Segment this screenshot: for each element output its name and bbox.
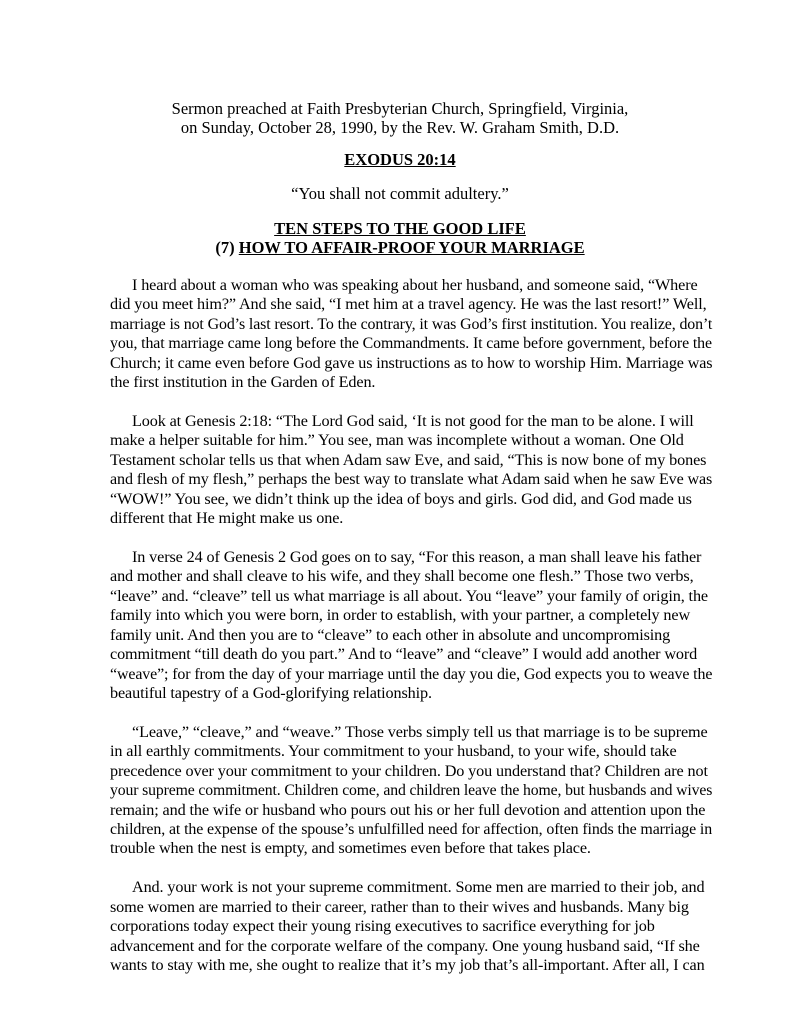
paragraph-line: “leave” and. “cleave” tell us what marriage is all about. You “leave” your family of origin, the (110, 586, 708, 605)
sermon-number: (7) (215, 238, 239, 257)
paragraph-line: I heard about a woman who was speaking about her husband, and someone said, “Where (132, 276, 698, 294)
paragraph-line: commitment “till death do you part.” And to “leave” and “cleave” I would add another word (110, 645, 698, 664)
paragraph-line: marriage is not God’s last resort. To the contrary, it was God’s first institution. You realize, don’t (110, 314, 713, 333)
series-title-text: TEN STEPS TO THE GOOD LIFE (274, 219, 526, 238)
paragraph-line: some women are married to their career, rather than to their wives and husbands. Many big (110, 897, 689, 916)
body-paragraph (110, 723, 712, 859)
paragraph-line: trouble when the nest is empty, and sometimes even before that takes place. (110, 839, 591, 858)
paragraph-line: wants to stay with me, she ought to realize that it’s my job that’s all-important. After all, I can (110, 955, 705, 974)
paragraph-line: Church; it came even before God gave us instructions as to how to worship Him. Marriage was (110, 353, 713, 372)
sermon-subtitle (100, 238, 700, 257)
paragraph-line: precedence over your commitment to your children. Do you understand that? Children are not (110, 761, 708, 780)
paragraph-line: In verse 24 of Genesis 2 God goes on to say, “For this reason, a man shall leave his father (132, 548, 702, 567)
paragraph-line: Testament scholar tells us that when Adam saw Eve, and said, “This is now bone of my bones (110, 450, 707, 469)
paragraph-line: remain; and the wife or husband who pours out his or her full devotion and attention upon the (110, 800, 706, 819)
paragraph-line: advancement and for the corporate welfare of the company. One young husband said, “If she (110, 936, 700, 955)
paragraph-line: “weave”; for from the day of your marriage until the day you die, God expects you to weave the (110, 664, 713, 683)
header-line-2: on Sunday, October 28, 1990, by the Rev. W. Graham Smith, D.D. (180, 118, 620, 137)
paragraph-line: children, at the expense of the spouse’s unfulfilled need for affection, often finds the marriage in (110, 819, 713, 838)
body-paragraph (110, 878, 712, 975)
paragraph-line: and flesh of my flesh,” perhaps the best way to translate what Adam said when he saw Eve was (110, 470, 713, 489)
scripture-reference: EXODUS 20:14 (344, 150, 456, 169)
paragraph-line: your supreme commitment. Children come, and children leave the home, but husbands and wives (110, 781, 713, 800)
body-paragraph (110, 548, 712, 703)
paragraph-line: make a helper suitable for him.” You see, man was incomplete without a woman. One Old (110, 431, 684, 450)
body-paragraph (110, 276, 712, 392)
paragraph-line: Look at Genesis 2:18: “The Lord God said, ‘It is not good for the man to be alone. I will (132, 412, 694, 431)
paragraph-line: did you meet him?” And she said, “I met him at a travel agency. He was the last resort!” Well, (110, 295, 707, 314)
body-paragraph (110, 412, 712, 528)
header-line-1: Sermon preached at Faith Presbyterian Church, Springfield, Virginia, (171, 99, 629, 118)
sermon-title (100, 219, 700, 257)
paragraph-line: family unit. And then you are to “cleave” to each other in absolute and uncompromising (110, 625, 671, 644)
sermon-body (110, 276, 712, 995)
paragraph-line: beautiful tapestry of a God-glorifying relationship. (110, 683, 432, 702)
sermon-header (100, 99, 700, 137)
scripture-quote: “You shall not commit adultery.” (291, 184, 509, 203)
paragraph-line: corporations today expect their young rising executives to sacrifice everything for job (110, 917, 655, 936)
paragraph-line: “Leave,” “cleave,” and “weave.” Those verbs simply tell us that marriage is to be supreme (132, 722, 708, 741)
paragraph-line: different that He might make us one. (110, 509, 344, 528)
paragraph-line: “WOW!” You see, we didn’t think up the idea of boys and girls. God did, and God made us (110, 489, 692, 508)
paragraph-line: the first institution in the Garden of Eden. (110, 373, 376, 392)
series-title (100, 219, 700, 238)
sermon-subtitle-text: HOW TO AFFAIR-PROOF YOUR MARRIAGE (238, 238, 585, 257)
paragraph-line: And. your work is not your supreme commitment. Some men are married to their job, and (132, 878, 705, 897)
paragraph-line: you, that marriage came long before the Commandments. It came before government, before the (110, 334, 712, 353)
paragraph-line: family into which you were born, in order to establish, with your partner, a completely new (110, 606, 691, 625)
paragraph-line: and mother and shall cleave to his wife, and they shall become one flesh.” Those two verbs, (110, 567, 694, 586)
paragraph-line: in all earthly commitments. Your commitment to your husband, to your wife, should take (110, 742, 677, 761)
